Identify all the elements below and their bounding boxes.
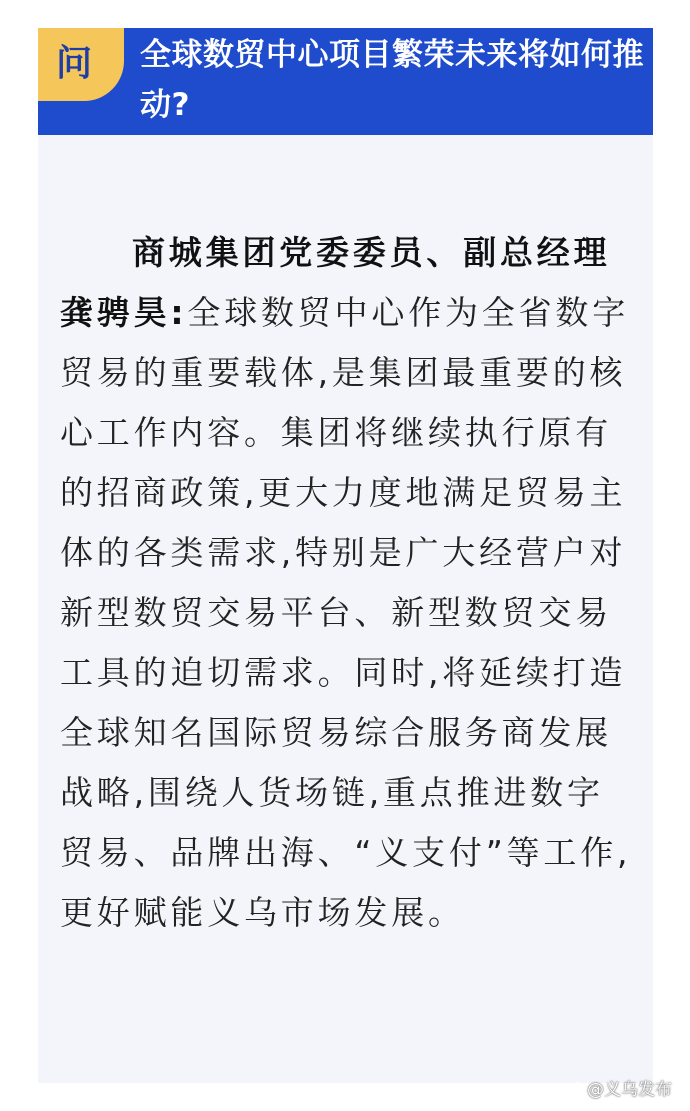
answer-body: 全球数贸中心作为全省数字贸易的重要载体,是集团最重要的核心工作内容。集团将继续执行原有的招商政策,更大力度地满足贸易主体的各类需求,特别是广大经营户对新型数贸交易平台、新型数贸交易工具的迫切需求。同时,将延续打造全球知名国际贸易综合服务商发展战略,围绕人货场链,重点推进数字贸易、品牌出海、“义支付”等工作,更好赋能义乌市场发展。 — [60, 293, 632, 932]
answer-paragraph — [60, 223, 640, 943]
speaker-name: 商城集团党委委员、副总经理龚骋昊: — [60, 233, 611, 332]
weibo-icon — [562, 1080, 584, 1100]
question-title: 全球数贸中心项目繁荣未来将如何推动? — [140, 37, 644, 123]
watermark-text: @义乌发布 — [587, 1080, 672, 1100]
question-tag-label: 问 — [56, 43, 93, 84]
